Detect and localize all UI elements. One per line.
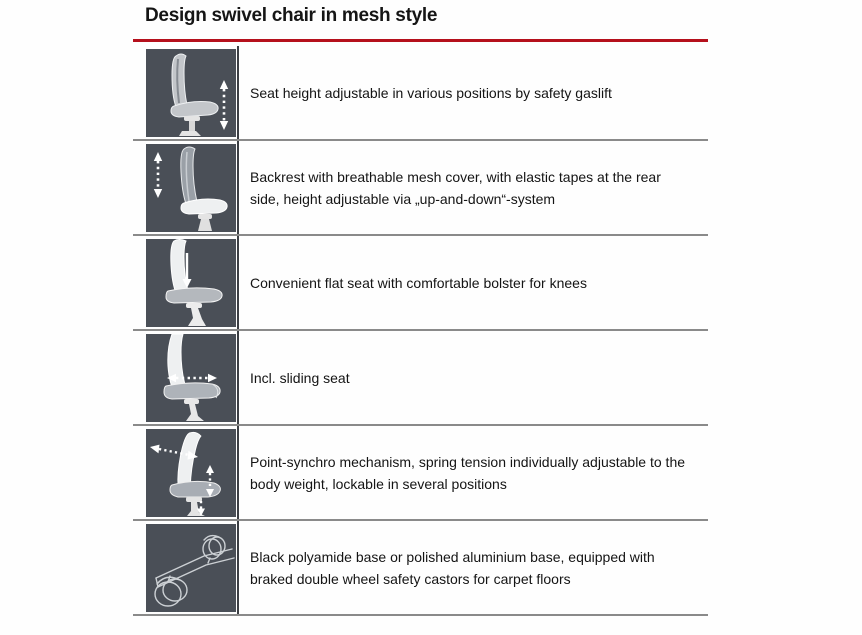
flat-seat-bolster-icon xyxy=(146,239,236,327)
feature-text-cell xyxy=(239,331,708,424)
point-synchro-mechanism-icon xyxy=(146,429,236,517)
feature-row xyxy=(133,331,708,426)
feature-row xyxy=(133,426,708,521)
feature-text: Seat height adjustable in various positions by safety gaslift xyxy=(250,84,612,101)
feature-text-cell xyxy=(239,521,708,614)
sliding-seat-icon xyxy=(146,334,236,422)
feature-rows xyxy=(133,46,708,616)
feature-text-cell xyxy=(239,46,708,139)
feature-text: Incl. sliding seat xyxy=(250,369,350,386)
feature-row xyxy=(133,141,708,236)
feature-text-cell xyxy=(239,426,708,519)
feature-row xyxy=(133,521,708,616)
feature-row xyxy=(133,46,708,141)
feature-text-cell xyxy=(239,236,708,329)
feature-image xyxy=(133,46,237,139)
feature-image xyxy=(133,141,237,234)
feature-text: Convenient flat seat with comfortable bolster for knees xyxy=(250,274,587,291)
feature-text: Point-synchro mechanism, spring tension individually adjustable to the body weight, lockable in several positions xyxy=(250,453,686,492)
feature-text: Black polyamide base or polished aluminium base, equipped with braked double wheel safety castors for carpet floors xyxy=(250,548,655,587)
castor-base-icon xyxy=(146,524,236,612)
feature-image xyxy=(133,331,237,424)
seat-height-adjust-icon xyxy=(146,49,236,137)
backrest-mesh-height-adjust-icon xyxy=(146,144,236,232)
feature-text-cell xyxy=(239,141,708,234)
feature-image xyxy=(133,426,237,519)
title-underline-rule xyxy=(133,39,708,42)
feature-image xyxy=(133,236,237,329)
feature-text: Backrest with breathable mesh cover, with elastic tapes at the rear side, height adjustable via „up-and-down“-system xyxy=(250,168,661,207)
feature-row xyxy=(133,236,708,331)
feature-image xyxy=(133,521,237,614)
page-title: Design swivel chair in mesh style xyxy=(145,5,438,26)
